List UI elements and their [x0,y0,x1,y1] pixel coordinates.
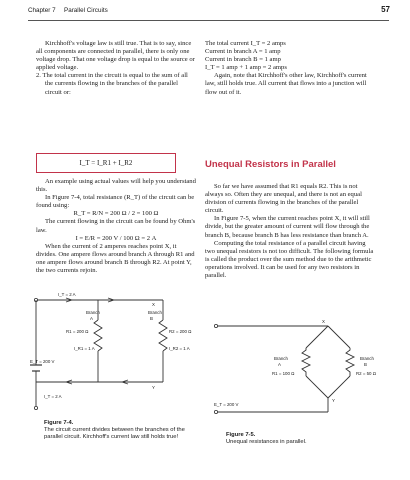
figure-7-4-diagram [28,290,208,420]
branch-b-label: Branch [360,356,374,361]
branch-a-label: Branch [274,356,288,361]
resistor-r2-icon [159,320,167,351]
node-y-label: Y [332,398,335,403]
line-sum: I_T = 1 amp + 1 amp = 2 amps [205,64,287,72]
figure-7-4-caption [44,420,194,441]
branch-b-letter: B [364,362,367,367]
paragraph-kirchhoff: Again, note that Kirchhoff's other law, Kirchhoff's current law, still holds true. All current that flows into a junction will flow out of it. [205,72,367,96]
section-heading: Unequal Resistors in Parallel [205,159,336,170]
line-branch-a: Current in branch A = 1 amp [205,48,281,56]
branch-b-letter: B [150,316,153,321]
paragraph-unequal: So far we have assumed that R1 equals R2. This is not always so. Often they are unequal, and there is not an equal division of currents flowing in the branches of the parallel circuit. [205,183,362,215]
list-item-1: Kirchhoff's voltage law is still true. That is to say, since all components are connected in parallel, there is only one voltage drop. That one voltage drop is equal to the source or applied voltage. [36,40,195,72]
list-item-2: 2. The total current in the circuit is equal to the sum of all the currents flowing in the branches of the parallel circuit or: [36,72,188,96]
formula-box: I_T = I_R1 + I_R2 [36,153,176,173]
r1-label: R1 = 200 Ω [66,329,89,334]
figure-7-4-title: Figure 7-4. [44,420,74,426]
left-column [36,40,196,97]
node-y-label: Y [152,385,155,390]
terminal-icon [34,406,37,409]
figure-7-5-caption [226,432,376,446]
it-bottom-label: I_T = 2 A [44,394,62,399]
terminal-icon [214,410,217,413]
r1-label: R1 = 100 Ω [272,371,295,376]
paragraph-ohm: The current flowing in the circuit can be found by Ohm's law. [36,218,196,234]
figure-7-5-title: Figure 7-5. [226,432,256,438]
equation-current: I = E/R = 200 V / 100 Ω = 2 A [75,234,157,242]
right-column-lower [205,183,375,280]
line-branch-b: Current in branch B = 1 amp [205,56,281,64]
branch-a-letter: A [278,362,281,367]
node-x-label: X [322,319,325,324]
chapter-label: Chapter 7 [28,7,56,14]
it-top-label: I_T = 2 A [58,292,76,297]
page-number: 57 [381,5,390,14]
equation-rt: R_T = R/N = 200 Ω / 2 = 100 Ω [73,210,159,218]
chapter-title: Parallel Circuits [64,7,108,14]
ir1-label: I_R1 = 1 A [74,346,95,351]
paragraph-rt: In Figure 7-4, total resistance (R_T) of the circuit can be found using: [36,194,195,210]
r2-label: R2 = 50 Ω [356,371,377,376]
paragraph-divide: When the current of 2 amperes reaches point X, it divides. One ampere flows around branch A through R1 and one ampere flows around branch B through R2. At point Y, the two currents rejoin. [36,242,195,275]
terminal-icon [214,324,217,327]
ir2-label: I_R2 = 1 A [169,346,190,351]
branch-a-label: Branch [86,310,100,315]
branch-b-label: Branch [148,310,162,315]
left-column-lower [36,178,196,275]
header-rule [28,20,389,21]
branch-a-letter: A [90,316,93,321]
resistor-r1-icon [302,348,310,376]
node-x-label: X [152,302,155,307]
figure-7-5-text: Unequal resistances in parallel. [226,439,307,445]
resistor-r2-icon [346,348,354,376]
paragraph-example: An example using actual values will help you understand this. [36,178,196,194]
et-label: E_T = 200 V [30,359,55,364]
paragraph-product-sum: Computing the total resistance of a parallel circuit having two unequal resistors is not too difficult. The following formula is called the product over the sum method due to the arithmetic operations involved. It can be used for any two resistors in parallel. [205,239,374,280]
figure-7-4-text: The circuit current divides between the branches of the parallel circuit. Kirchhoff's current law still holds true! [44,427,185,440]
r2-label: R2 = 200 Ω [169,329,192,334]
line-total-current: The total current I_T = 2 amps [205,40,286,47]
right-column [205,40,375,97]
resistor-r1-icon [94,320,102,351]
figure-7-5-diagram [210,320,390,430]
et-label: E_T = 200 V [214,402,239,407]
paragraph-fig75: In Figure 7-5, when the current reaches point X, it will still divide, but the greater amount of current will flow through the branch B, because branch B has less resistance than branch A. [205,215,370,239]
